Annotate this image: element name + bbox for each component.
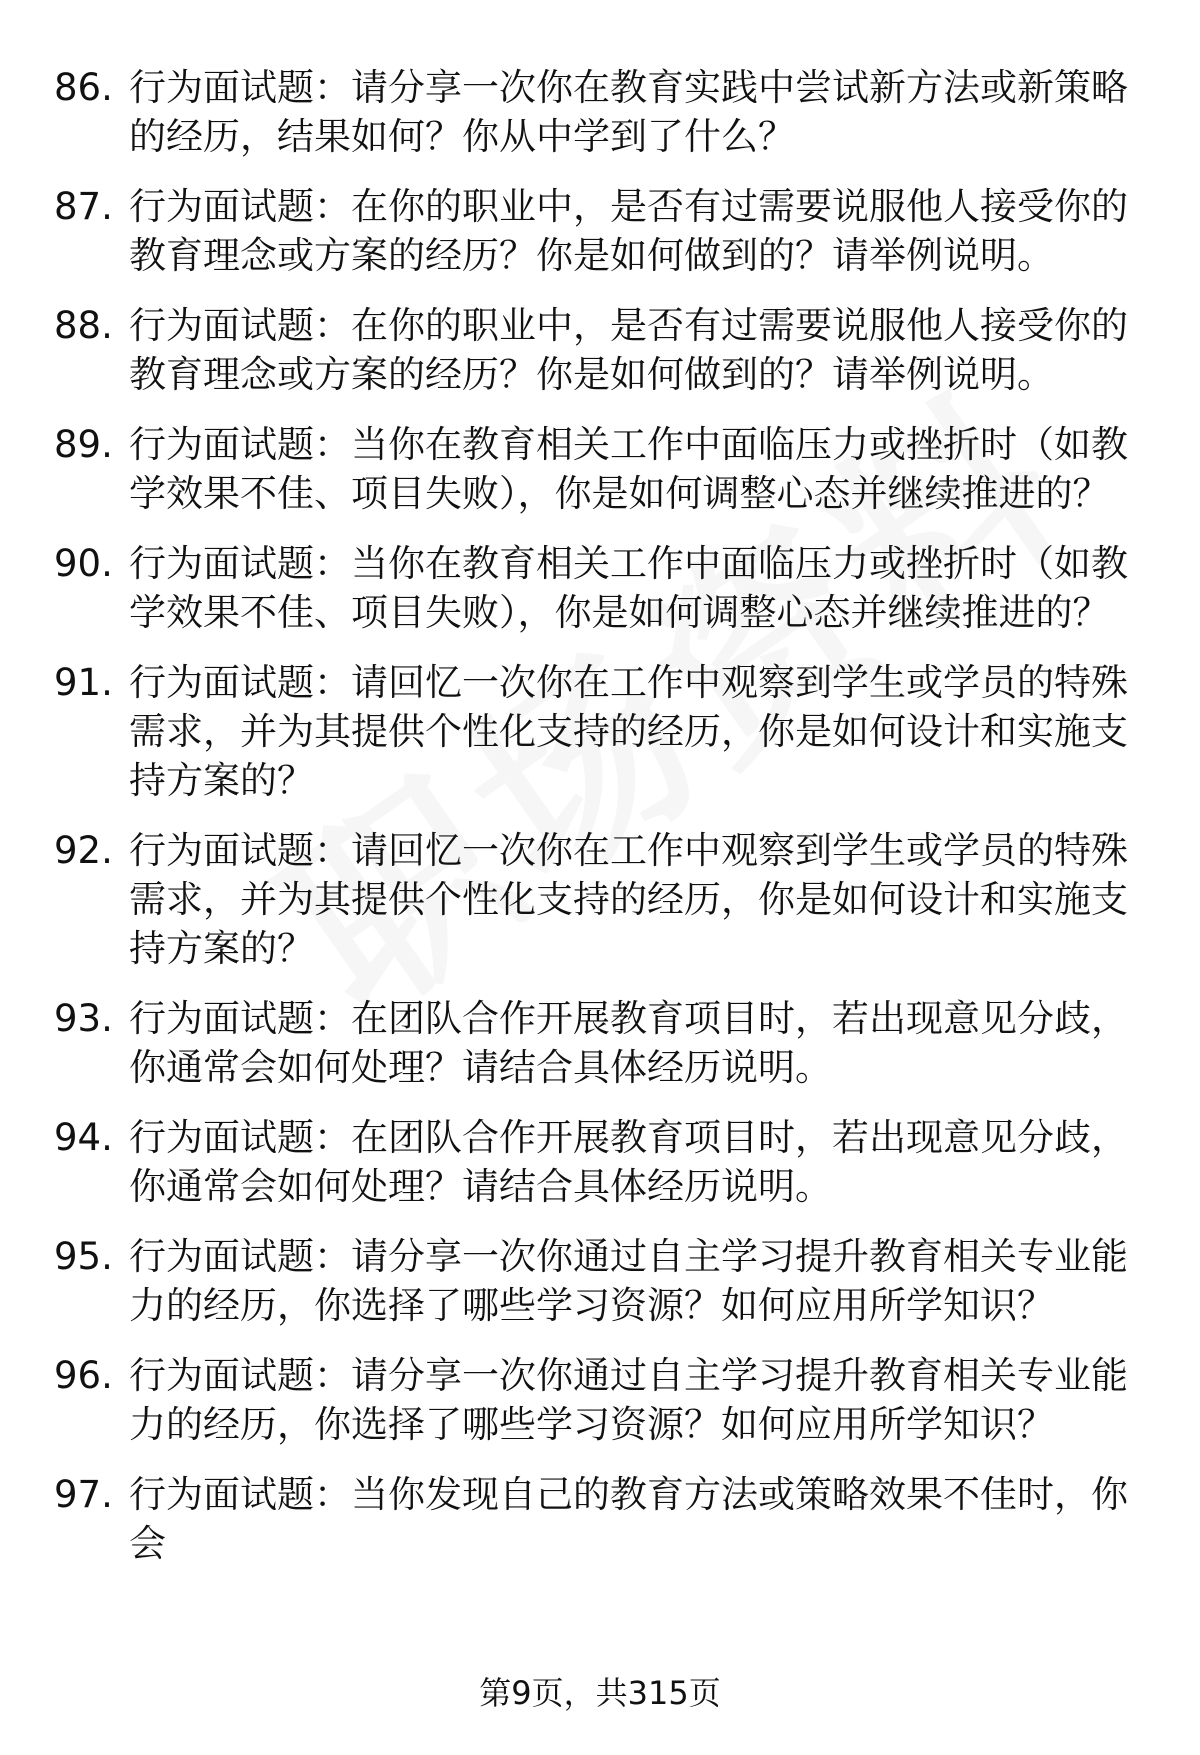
question-text: 行为面试题：在团队合作开展教育项目时，若出现意见分歧，你通常会如何处理？请结合具体经历说明。 [129, 997, 1128, 1089]
question-text: 行为面试题：当你发现自己的教育方法或策略效果不佳时，你会 [129, 1473, 1128, 1565]
question-text: 行为面试题：在你的职业中，是否有过需要说服他人接受你的教育理念或方案的经历？你是如何做到的？请举例说明。 [129, 304, 1128, 396]
question-text: 行为面试题：请回忆一次你在工作中观察到学生或学员的特殊需求，并为其提供个性化支持的经历，你是如何设计和实施支持方案的？ [129, 661, 1128, 802]
question-number: 87. [54, 185, 113, 228]
question-number: 95. [54, 1235, 113, 1278]
question-number: 94. [54, 1116, 113, 1159]
question-text: 行为面试题：请分享一次你通过自主学习提升教育相关专业能力的经历，你选择了哪些学习资源？如何应用所学知识？ [129, 1235, 1128, 1327]
question-text: 行为面试题：在团队合作开展教育项目时，若出现意见分歧，你通常会如何处理？请结合具体经历说明。 [129, 1116, 1128, 1208]
question-text: 行为面试题：在你的职业中，是否有过需要说服他人接受你的教育理念或方案的经历？你是如何做到的？请举例说明。 [129, 185, 1128, 277]
page-footer: 第9页，共315页 [479, 1674, 721, 1712]
question-number: 90. [54, 542, 113, 585]
question-number: 91. [54, 661, 113, 704]
question-text: 行为面试题：当你在教育相关工作中面临压力或挫折时（如教学效果不佳、项目失败），你是如何调整心态并继续推进的？ [129, 423, 1128, 515]
question-number: 88. [54, 304, 113, 347]
question-number: 92. [54, 829, 113, 872]
question-text: 行为面试题：请分享一次你在教育实践中尝试新方法或新策略的经历，结果如何？你从中学到了什么？ [129, 66, 1128, 158]
question-text: 行为面试题：请分享一次你通过自主学习提升教育相关专业能力的经历，你选择了哪些学习资源？如何应用所学知识？ [129, 1354, 1128, 1446]
question-number: 89. [54, 423, 113, 466]
question-number: 96. [54, 1354, 113, 1397]
question-text: 行为面试题：当你在教育相关工作中面临压力或挫折时（如教学效果不佳、项目失败），你是如何调整心态并继续推进的？ [129, 542, 1128, 634]
question-number: 86. [54, 66, 113, 109]
question-number: 93. [54, 997, 113, 1040]
question-text: 行为面试题：请回忆一次你在工作中观察到学生或学员的特殊需求，并为其提供个性化支持的经历，你是如何设计和实施支持方案的？ [129, 829, 1128, 970]
question-number: 97. [54, 1473, 113, 1516]
